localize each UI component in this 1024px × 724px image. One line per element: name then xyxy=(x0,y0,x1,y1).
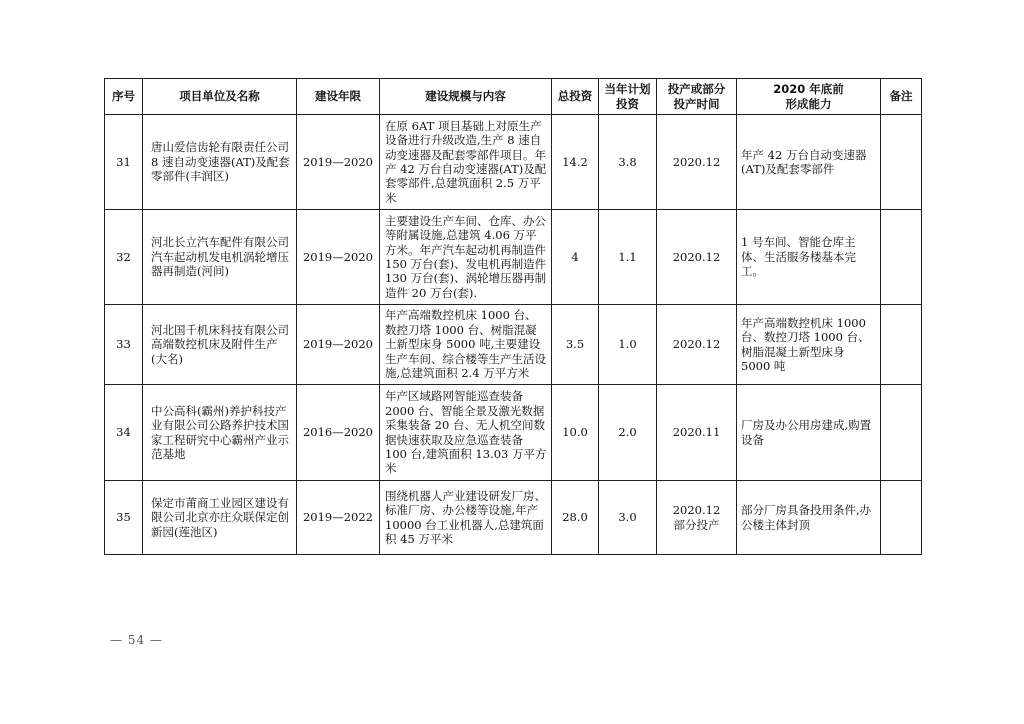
header-scale: 建设规模与内容 xyxy=(380,79,552,115)
header-production xyxy=(657,79,737,115)
cell-production-date: 2020.12 xyxy=(672,249,721,264)
header-capacity xyxy=(737,79,881,115)
cell-period: 2019—2022 xyxy=(297,481,380,555)
cell-capacity: 厂房及办公用房建成,购置设备 xyxy=(737,385,881,481)
cell-plan: 1.0 xyxy=(599,305,657,385)
cell-unit: 河北国千机床科技有限公司高端数控机床及附件生产(大名) xyxy=(143,305,297,385)
cell-total: 3.5 xyxy=(552,305,599,385)
header-production-line1: 投产或部分 xyxy=(667,82,726,97)
cell-scale: 年产区域路网智能巡查装备 2000 台、智能全景及激光数据采集装备 20 台、无人机空间数据快速获取及应急巡查装备 100 台,建筑面积 13.03 万平方米 xyxy=(380,385,552,481)
cell-unit: 河北长立汽车配件有限公司汽车起动机发电机涡轮增压器再制造(河间) xyxy=(143,210,297,305)
cell-production xyxy=(657,115,737,210)
header-unit: 项目单位及名称 xyxy=(143,79,297,115)
cell-production-date: 2020.12 xyxy=(672,154,721,169)
table-row xyxy=(105,210,922,305)
cell-period: 2019—2020 xyxy=(297,305,380,385)
cell-scale: 在原 6AT 项目基础上对原生产设备进行升级改造,生产 8 速自动变速器及配套零部件项目。年产 42 万台自动变速器(AT)及配套零部件,总建筑面积 2.5 万平米 xyxy=(380,115,552,210)
table-row xyxy=(105,385,922,481)
page-number: — 54 — xyxy=(110,633,163,647)
table-row xyxy=(105,481,922,555)
cell-period: 2016—2020 xyxy=(297,385,380,481)
cell-index: 31 xyxy=(105,115,143,210)
cell-unit: 中公高科(霸州)养护科技产业有限公司公路养护技术国家工程研究中心霸州产业示范基地 xyxy=(143,385,297,481)
cell-production-extra: 部分投产 xyxy=(673,517,720,532)
cell-index: 32 xyxy=(105,210,143,305)
cell-remark xyxy=(881,385,922,481)
header-plan-line1: 当年计划 xyxy=(604,82,651,97)
cell-capacity: 年产高端数控机床 1000 台、数控刀塔 1000 台、树脂混凝土新型床身 5000 吨 xyxy=(737,305,881,385)
cell-production-date: 2020.11 xyxy=(672,425,721,440)
project-table xyxy=(104,78,922,555)
table-row xyxy=(105,115,922,210)
cell-scale: 年产高端数控机床 1000 台、数控刀塔 1000 台、树脂混凝土新型床身 5000 吨,主要建设生产车间、综合楼等生产生活设施,总建筑面积 2.4 万平方米 xyxy=(380,305,552,385)
cell-total: 28.0 xyxy=(552,481,599,555)
cell-total: 10.0 xyxy=(552,385,599,481)
cell-production-date: 2020.12 xyxy=(672,337,721,352)
header-capacity-line2: 形成能力 xyxy=(785,96,832,111)
cell-production xyxy=(657,385,737,481)
cell-index: 35 xyxy=(105,481,143,555)
cell-scale: 围绕机器人产业建设研发厂房、标准厂房、办公楼等设施,年产 10000 台工业机器人,总建筑面积 45 万平米 xyxy=(380,481,552,555)
cell-remark xyxy=(881,481,922,555)
cell-plan: 1.1 xyxy=(599,210,657,305)
cell-period: 2019—2020 xyxy=(297,115,380,210)
cell-period: 2019—2020 xyxy=(297,210,380,305)
table-header-row xyxy=(105,79,922,115)
cell-production xyxy=(657,481,737,555)
cell-remark xyxy=(881,305,922,385)
cell-production xyxy=(657,305,737,385)
cell-plan: 2.0 xyxy=(599,385,657,481)
cell-capacity: 年产 42 万台自动变速器(AT)及配套零部件 xyxy=(737,115,881,210)
cell-remark xyxy=(881,115,922,210)
cell-scale: 主要建设生产车间、仓库、办公等附属设施,总建筑 4.06 万平方米。年产汽车起动机再制造件 150 万台(套)、发电机再制造件 130 万台(套)、涡轮增压器再制造件 20 万台(套). xyxy=(380,210,552,305)
header-remark: 备注 xyxy=(881,79,922,115)
cell-capacity: 1 号车间、智能仓库主体、生活服务楼基本完工。 xyxy=(737,210,881,305)
cell-unit: 唐山爱信齿轮有限责任公司 8 速自动变速器(AT)及配套零部件(丰润区) xyxy=(143,115,297,210)
cell-index: 33 xyxy=(105,305,143,385)
header-plan xyxy=(599,79,657,115)
header-capacity-line1: 2020 年底前 xyxy=(773,82,844,97)
header-production-line2: 投产时间 xyxy=(673,96,720,111)
cell-index: 34 xyxy=(105,385,143,481)
cell-plan: 3.0 xyxy=(599,481,657,555)
header-total: 总投资 xyxy=(552,79,599,115)
cell-unit: 保定市莆商工业园区建设有限公司北京亦庄众联保定创新园(莲池区) xyxy=(143,481,297,555)
cell-capacity: 部分厂房具备投用条件,办公楼主体封顶 xyxy=(737,481,881,555)
cell-production xyxy=(657,210,737,305)
table-row xyxy=(105,305,922,385)
cell-remark xyxy=(881,210,922,305)
cell-total: 4 xyxy=(552,210,599,305)
cell-total: 14.2 xyxy=(552,115,599,210)
header-plan-line2: 投资 xyxy=(616,96,639,111)
cell-production-date: 2020.12 xyxy=(672,503,721,518)
cell-plan: 3.8 xyxy=(599,115,657,210)
header-index: 序号 xyxy=(105,79,143,115)
header-period: 建设年限 xyxy=(297,79,380,115)
